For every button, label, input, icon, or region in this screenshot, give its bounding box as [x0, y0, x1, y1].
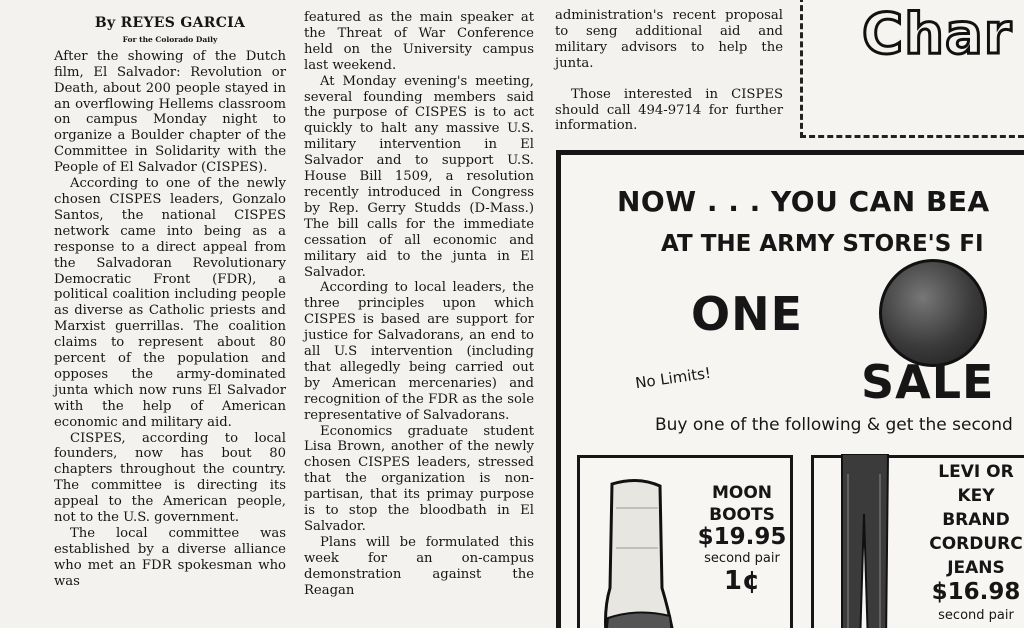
product-name-line: JEANS: [947, 558, 1005, 578]
article-column-1: [54, 14, 286, 590]
paragraph: CISPES, according to local founders, now has bout 80 chapters throughout the country. The committee is directing its appeal to the American people, not to the U.S. government.: [54, 430, 286, 526]
paragraph: Those interested in CISPES should call 494-9714 for further information.: [555, 86, 783, 134]
article-column-2: [304, 10, 534, 599]
paragraph: featured as the main speaker at the Threat of War Conference held on the University campus last weekend.: [304, 10, 534, 73]
byline: By REYES GARCIA: [94, 15, 246, 31]
ad-buy-line: Buy one of the following & get the second: [655, 415, 1013, 435]
paragraph: According to local leaders, the three principles upon which CISPES is based are support for justice for Salvadorans, an end to all U.S intervention (including that allegedly being carried out by American mercenaries) and recognition of the FDR as the sole representative of Salvadorans.: [304, 280, 534, 423]
paragraph: The local committee was established by a diverse alliance who met an FDR spokesman who was: [54, 526, 286, 589]
paragraph: Economics graduate student Lisa Brown, another of the newly chosen CISPES leaders, stressed that the organization is non-partisan, that its primay purpose is to stop the bloodbath in El Salvador.: [304, 423, 534, 534]
paragraph: According to one of the newly chosen CISPES leaders, Gonzalo Santos, the national CISPES network came into being as a response to a direct appeal from the Salvadoran Revolutionary Democratic Front (FDR), a political coalition including people as diverse as Catholic priests and Marxist guerrillas. The coalition claims to represent about 80 percent of the population and opposes the army-dominated junta which now runs El Salvador with the help of American economic and military aid.: [54, 176, 286, 430]
product-box-jeans: [811, 455, 1024, 628]
product-price: $16.98: [931, 579, 1021, 605]
army-store-advertisement: [556, 150, 1024, 628]
ad-no-limits: No Limits!: [634, 363, 713, 393]
ad-sale-text: SALE: [861, 355, 995, 409]
product-name-line: KEY: [957, 486, 995, 506]
product-name-line: LEVI OR: [938, 462, 1014, 482]
paragraph: After the showing of the Dutch film, El Salvador: Revolution or Death, about 200 people stayed in an overflowing Hellems classroom on campus Monday night to organize a Boulder chapter of the Committee in Solidarity with the People of El Salvador (CISPES).: [54, 48, 286, 176]
paragraph: administration's recent proposal to seng additional aid and military advisors to help the junta.: [555, 8, 783, 71]
paragraph: Plans will be formulated this week for an on-campus demonstration against the Reagan: [304, 534, 534, 598]
jeans-text: [920, 460, 1024, 628]
moon-boots-text: [692, 482, 792, 596]
jeans-icon: [834, 454, 894, 628]
product-name-line: MOON: [711, 483, 773, 503]
paragraph: At Monday evening's meeting, several founding members said the purpose of CISPES is to act quickly to halt any massive U.S. military intervention in El Salvador and to support U.S. House Bill 1509, a resolution recently introduced in Congress by Rep. Gerry Studds (D-Mass.) The bill calls for the immediate cessation of all economic and military aid to the junta in El Salvador.: [304, 73, 534, 280]
product-name-line: CORDURC: [929, 534, 1023, 554]
product-price: $19.95: [697, 524, 787, 550]
product-second-pair: second pair: [704, 551, 780, 566]
product-name-line: BRAND: [942, 510, 1010, 530]
ad-one-text: ONE: [691, 287, 804, 341]
product-second-pair: second pair: [938, 608, 1014, 623]
boot-icon: [602, 478, 674, 628]
char-logo: Char: [862, 2, 1013, 67]
ad-headline-1: NOW . . . YOU CAN BEA: [617, 185, 990, 218]
product-second-price: 1¢: [723, 566, 761, 596]
article-column-3: [555, 8, 783, 134]
penny-coin-icon: [879, 259, 987, 367]
product-box-moon-boots: [577, 455, 793, 628]
ad-headline-2: AT THE ARMY STORE'S FI: [661, 231, 984, 257]
product-name-line: BOOTS: [709, 505, 775, 525]
byline-credit: For the Colorado Daily: [122, 34, 218, 44]
